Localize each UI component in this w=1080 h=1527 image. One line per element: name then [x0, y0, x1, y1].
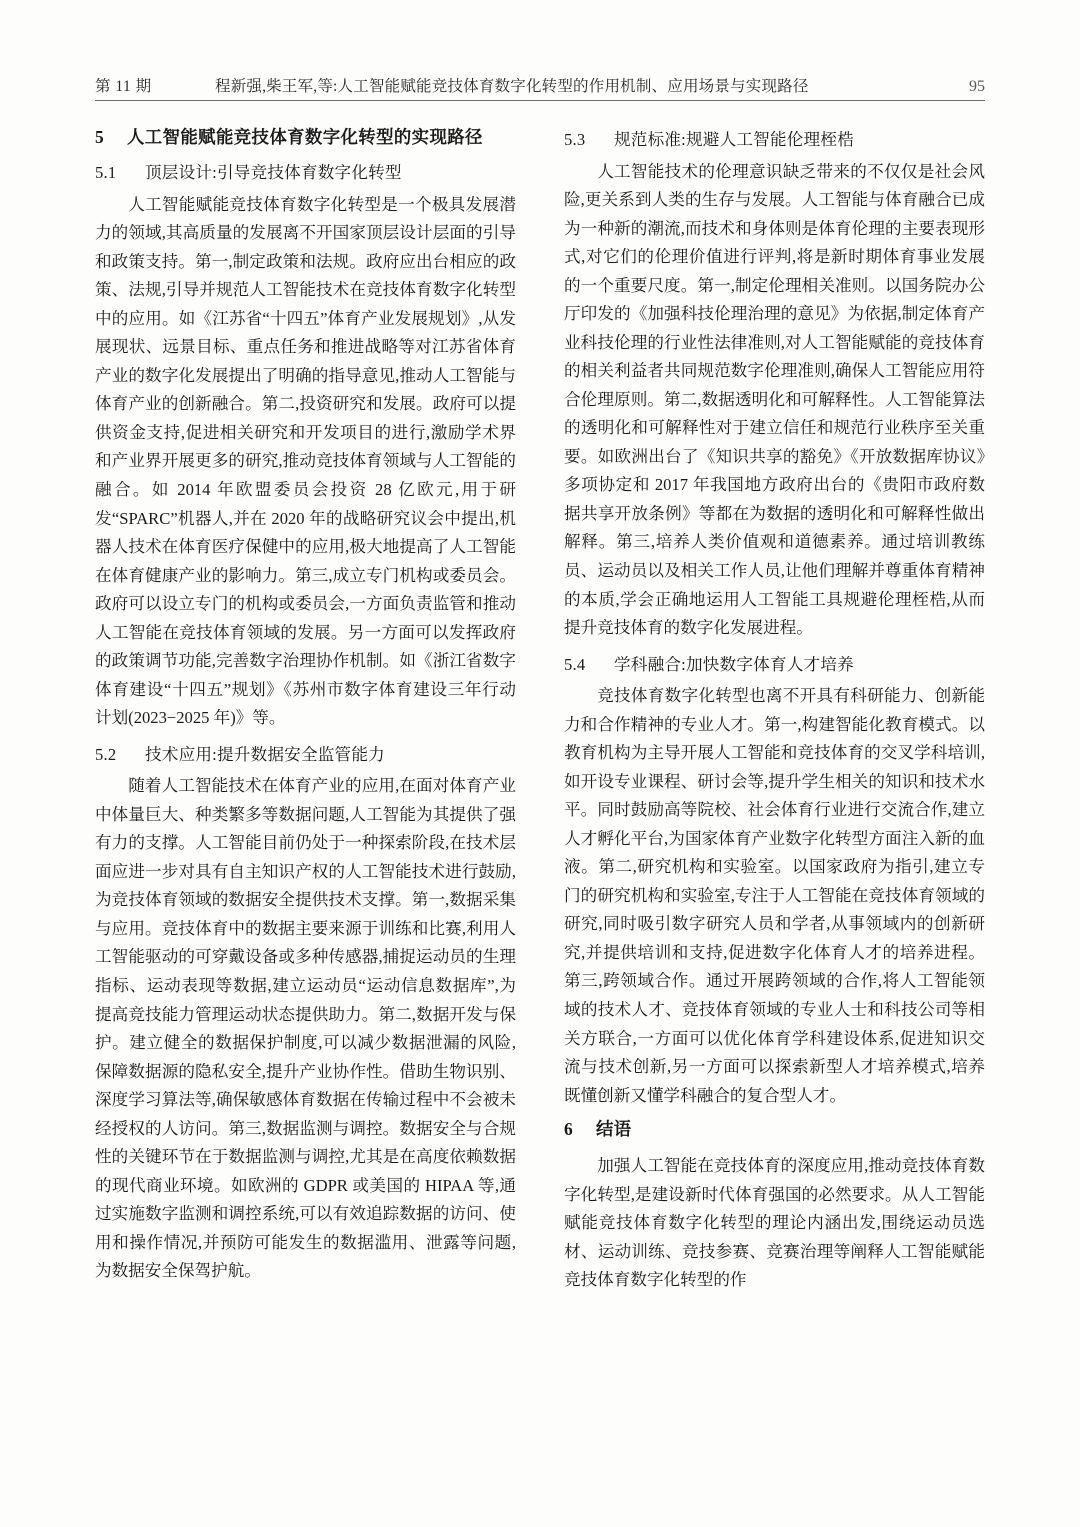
running-head	[95, 62, 985, 96]
section-heading-5	[95, 124, 516, 150]
paragraph-6: 加强人工智能在竞技体育的深度应用,推动竞技体育数字化转型,是建设新时代体育强国的必然要求。从人工智能赋能竞技体育数字化转型的理论内涵出发,围绕运动员选材、运动训练、竞技参赛、竞赛治理等阐释人工智能赋能竞技体育数字化转型的作	[564, 1156, 985, 1290]
subsection-5-1-title: 顶层设计:引导竞技体育数字化转型	[145, 163, 402, 183]
subsection-5-2-title: 技术应用:提升数据安全监管能力	[145, 744, 385, 764]
page-number: 95	[969, 78, 985, 95]
issue-number: 第 11 期	[95, 78, 152, 95]
running-title: 程新强,柴王军,等:人工智能赋能竞技体育数字化转型的作用机制、应用场景与实现路径	[215, 78, 809, 95]
section-5-number: 5	[95, 127, 105, 147]
section-6-title: 结语	[596, 1119, 632, 1140]
subsection-5-3-number: 5.3	[564, 130, 586, 149]
right-column	[564, 118, 985, 1478]
section-heading-6	[564, 1116, 985, 1142]
subsection-heading-5-2	[95, 742, 516, 769]
paragraph-5-3: 人工智能技术的伦理意识缺乏带来的不仅仅是社会风险,更关系到人类的生存与发展。人工智能与体育融合已成为一种新的潮流,而技术和身体则是体育伦理的主要表现形式,对它们的伦理价值进行评判,将是新时期体育事业发展的一个重要尺度。第一,制定伦理相关准则。以国务院办公厅印发的《加强科技伦理治理的意见》为依据,制定体育产业科技伦理的行业性法律准则,对人工智能赋能的竞技体育的相关利益者共同规范数字伦理准则,确保人工智能应用符合伦理原则。第二,数据透明化和可解释性。人工智能算法的透明化和可解释性对于建立信任和规范行业秩序至关重要。如欧洲出台了《知识共享的豁免》《开放数据库协议》多项协定和 2017 年我国地方政府出台的《贵阳市政府数据共享开放条例》等都在为数据的透明化和可解释性做出解释。第三,培养人类价值观和道德素养。通过培训教练员、运动员以及相关工作人员,让他们理解并尊重体育精神的本质,学会正确地运用人工智能工具规避伦理桎梏,从而提升竞技体育的数字化发展进程。	[564, 161, 985, 638]
subsection-5-4-title: 学科融合:加快数字体育人才培养	[614, 654, 854, 674]
left-column	[95, 118, 516, 1478]
paragraph-5-4: 竞技体育数字化转型也离不开具有科研能力、创新能力和合作精神的专业人才。第一,构建智能化教育模式。以教育机构为主导开展人工智能和竞技体育的交叉学科培训,如开设专业课程、研讨会等,提升学生相关的知识和技术水平。同时鼓励高等院校、社会体育行业进行交流合作,建立人才孵化平台,为国家体育产业数字化转型方面注入新的血液。第二,研究机构和实验室。以国家政府为指引,建立专门的研究机构和实验室,专注于人工智能在竞技体育领域的研究,同时吸引数字研究人员和学者,从事领域内的创新研究,并提供培训和支持,促进数字化体育人才的培养进程。第三,跨领域合作。通过开展跨领域的合作,将人工智能领域的技术人才、竞技体育领域的专业人士和科技公司等相关方联合,一方面可以优化体育学科建设体系,促进知识交流与技术创新,另一方面可以探索新型人才培养模式,培养既懂创新又懂学科融合的复合型人才。	[564, 686, 985, 1105]
section-6-number: 6	[564, 1119, 574, 1140]
subsection-heading-5-1	[95, 160, 516, 187]
section-5-title: 人工智能赋能竞技体育数字化转型的实现路径	[127, 127, 483, 147]
paragraph-5-2: 随着人工智能技术在体育产业的应用,在面对体育产业中体量巨大、种类繁多等数据问题,人工智能为其提供了强有力的支撑。人工智能目前仍处于一种探索阶段,在技术层面应进一步对具有自主知识产权的人工智能技术进行鼓励,为竞技体育领域的数据安全提供技术支撑。第一,数据采集与应用。竞技体育中的数据主要来源于训练和比赛,利用人工智能驱动的可穿戴设备或多种传感器,捕捉运动员的生理指标、运动表现等数据,建立运动员“运动信息数据库”,为提高竞技能力管理运动状态提供助力。第二,数据开发与保护。建立健全的数据保护制度,可以减少数据泄漏的风险,保障数据源的隐私安全,提升产业协作性。借助生物识别、深度学习算法等,确保敏感体育数据在传输过程中不会被未经授权的人访问。第三,数据监测与调控。数据安全与合规性的关键环节在于数据监测与调控,尤其是在高度依赖数据的现代商业环境。如欧洲的 GDPR 或美国的 HIPAA 等,通过实施数字监测和调控系统,可以有效追踪数据的访问、使用和操作情况,并预防可能发生的数据滥用、泄露等问题,为数据安全保驾护航。	[95, 776, 516, 1281]
paragraph-5-1: 人工智能赋能竞技体育数字化转型是一个极具发展潜力的领域,其高质量的发展离不开国家顶层设计层面的引导和政策支持。第一,制定政策和法规。政府应出台相应的政策、法规,引导并规范人工智能技术在竞技体育数字化转型中的应用。如《江苏省“十四五”体育产业发展规划》,从发展现状、远景目标、重点任务和推进战略等对江苏省体育产业的数字化发展提出了明确的指导意见,推动人工智能与体育产业的创新融合。第二,投资研究和发展。政府可以提供资金支持,促进相关研究和开发项目的进行,激励学术界和产业界开展更多的研究,推动竞技体育领域与人工智能的融合。如 2014 年欧盟委员会投资 28 亿欧元,用于研发“SPARC”机器人,并在 2020 年的战略研究议会中提出,机器人技术在体育医疗保健中的应用,极大地提高了人工智能在体育健康产业的影响力。第三,成立专门机构或委员会。政府可以设立专门的机构或委员会,一方面负责监管和推动人工智能在竞技体育领域的发展。另一方面可以发挥政府的政策调节功能,完善数字治理协作机制。如《浙江省数字体育建设“十四五”规划》《苏州市数字体育建设三年行动计划(2023−2025 年)》等。	[95, 194, 516, 728]
subsection-5-1-number: 5.1	[95, 163, 117, 183]
subsection-5-3-title: 规范标准:规避人工智能伦理桎梏	[614, 130, 854, 149]
subsection-5-2-number: 5.2	[95, 744, 117, 764]
two-column-body	[95, 118, 985, 1478]
header-divider	[95, 100, 985, 101]
subsection-heading-5-3	[564, 127, 985, 154]
subsection-5-4-number: 5.4	[564, 654, 586, 674]
subsection-heading-5-4	[564, 652, 985, 679]
